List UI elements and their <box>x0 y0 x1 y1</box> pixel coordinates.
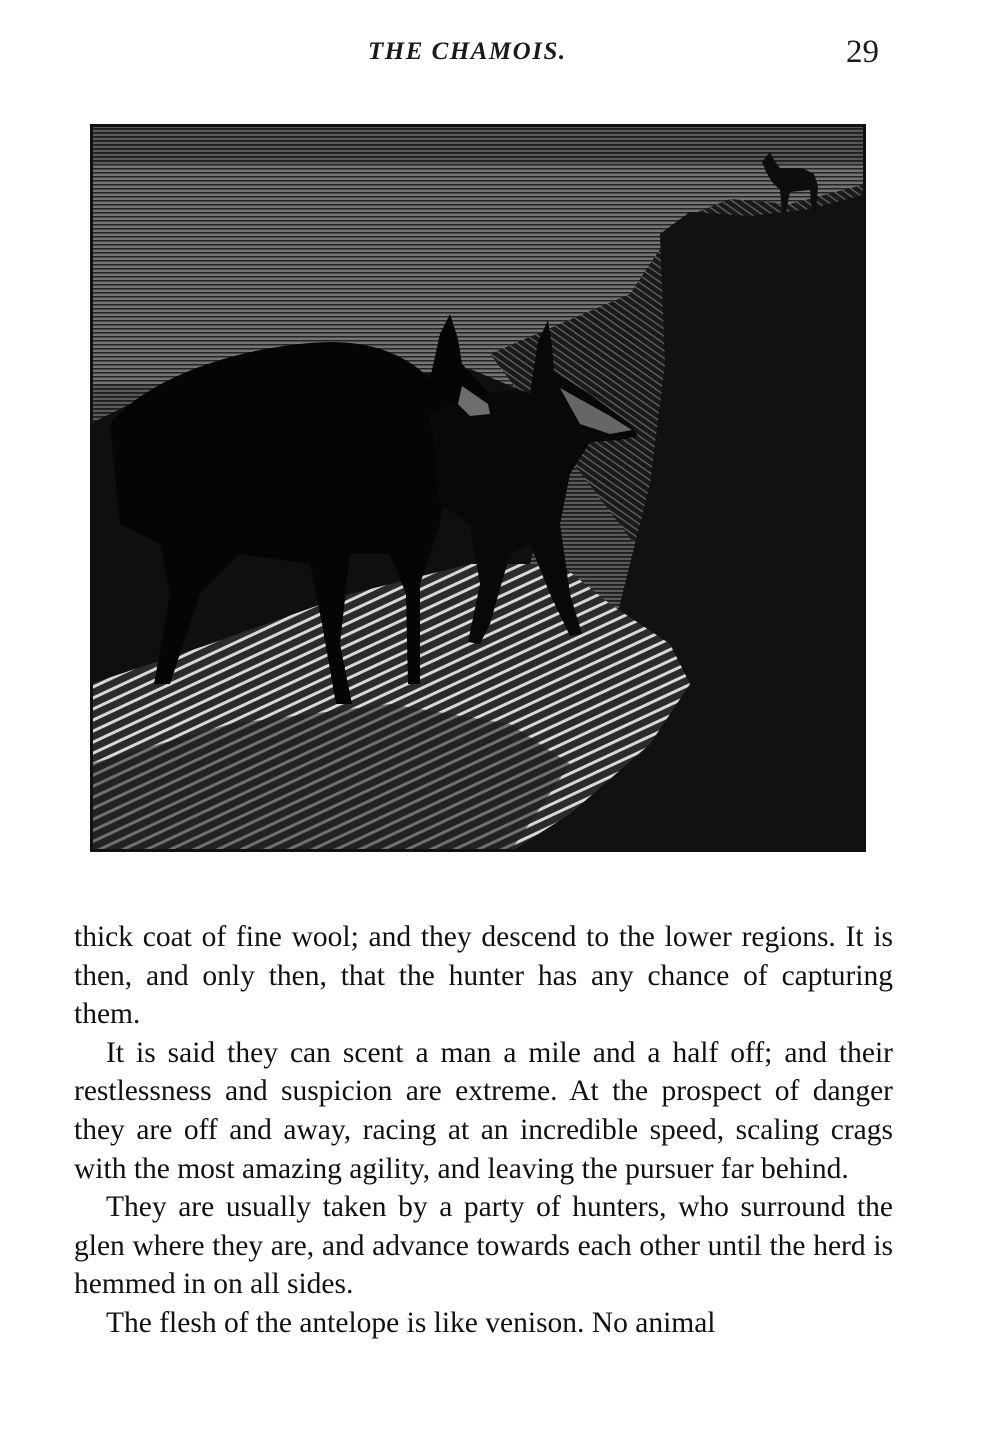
running-title: THE CHAMOIS. <box>368 38 567 65</box>
chamois-engraving <box>90 124 866 852</box>
paragraph-2: It is said they can scent a man a mile and a half off; and their restlessness and suspicion are extreme. At the prospect of danger they are off and away, racing at an incredible speed, scaling crags with the most amazing agility, and leaving the pursuer far behind. <box>74 1036 893 1185</box>
page-number: 29 <box>846 34 879 70</box>
paragraph-1: thick coat of fine wool; and they descend to the lower regions. It is then, and only then, that the hunter has any chance of capturing them. <box>74 921 893 1031</box>
paragraph-3: They are usually taken by a party of hunters, who surround the glen where they are, and advance towards each other until the herd is hemmed in on all sides. <box>74 1191 893 1301</box>
paragraph-4: The flesh of the antelope is like venison. No animal <box>106 1306 716 1339</box>
running-head <box>0 34 1000 78</box>
engraving-illustration <box>90 124 866 852</box>
body-text <box>74 918 893 1343</box>
